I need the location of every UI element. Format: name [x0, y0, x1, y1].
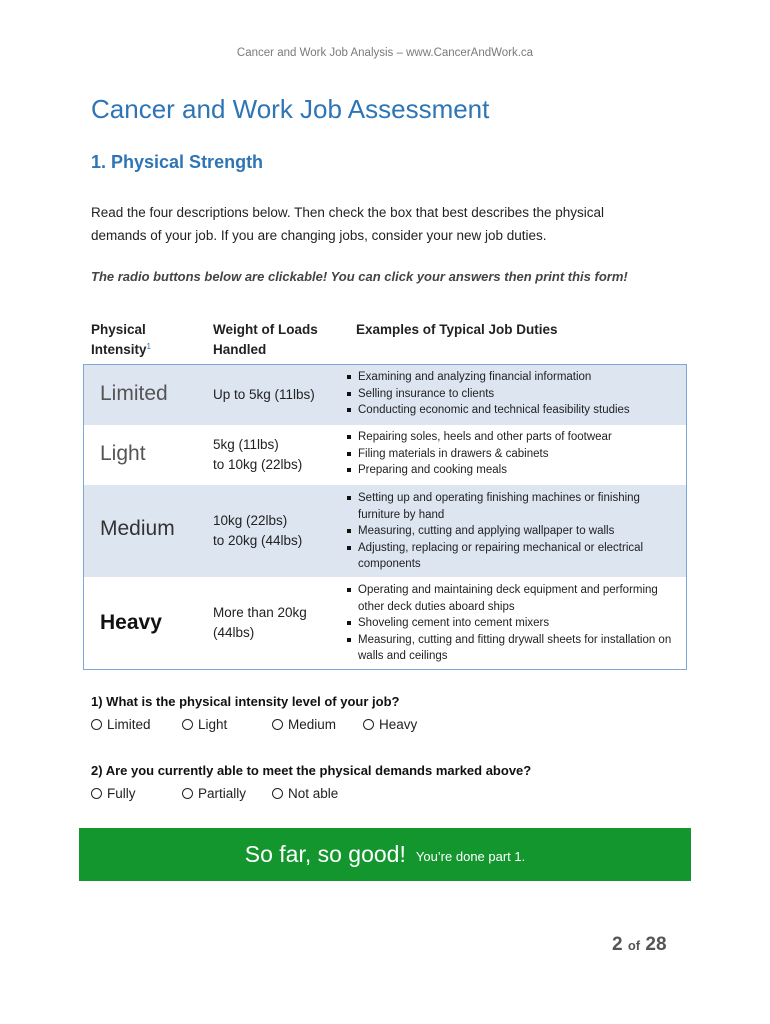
- header-col1-line1: Physical: [91, 322, 146, 337]
- banner-headline: So far, so good!: [244, 841, 406, 867]
- table-row: [84, 485, 686, 577]
- level-heavy: Heavy: [100, 611, 162, 634]
- question-1: 1) What is the physical intensity level of your job?: [91, 694, 400, 709]
- radio-circle-icon[interactable]: [91, 719, 102, 730]
- radio-label: Limited: [107, 717, 151, 732]
- load-line-2: to 10kg (22lbs): [213, 457, 303, 472]
- page-total: 28: [645, 934, 667, 955]
- list-item: Measuring, cutting and fitting drywall sheets for installation on walls and ceilings: [346, 632, 682, 665]
- load-cell: [213, 511, 302, 551]
- radio-circle-icon[interactable]: [182, 719, 193, 730]
- page-number: [612, 934, 667, 956]
- intro-paragraph: [91, 201, 681, 247]
- header-typical-duties: Examples of Typical Job Duties: [356, 322, 558, 337]
- page-title: Cancer and Work Job Assessment: [91, 94, 490, 124]
- intensity-table: [83, 364, 687, 670]
- question-2: 2) Are you currently able to meet the physical demands marked above?: [91, 763, 532, 778]
- radio-fully[interactable]: [91, 786, 136, 801]
- load-line-2: to 20kg (44lbs): [213, 533, 303, 548]
- list-item: Setting up and operating finishing machines or finishing furniture by hand: [346, 490, 682, 523]
- load-cell: [213, 435, 302, 475]
- load-line-1: Up to 5kg (11lbs): [213, 387, 315, 402]
- completion-banner: [79, 828, 691, 881]
- radio-circle-icon[interactable]: [363, 719, 374, 730]
- page-of: of: [627, 938, 641, 953]
- list-item: Selling insurance to clients: [346, 386, 682, 403]
- list-item: Repairing soles, heels and other parts of footwear: [346, 429, 682, 446]
- load-line-1: 5kg (11lbs): [213, 437, 279, 452]
- duties-list: [346, 582, 682, 665]
- duties-list: [346, 369, 682, 419]
- radio-circle-icon[interactable]: [91, 788, 102, 799]
- list-item: Shoveling cement into cement mixers: [346, 615, 682, 632]
- level-medium: Medium: [100, 517, 175, 540]
- list-item: Examining and analyzing financial information: [346, 369, 682, 386]
- header-col2-line2: Handled: [213, 342, 267, 357]
- level-limited: Limited: [100, 382, 168, 405]
- level-light: Light: [100, 442, 146, 465]
- list-item: Preparing and cooking meals: [346, 462, 682, 479]
- duties-list: [346, 490, 682, 573]
- footnote-marker[interactable]: 1: [146, 342, 151, 351]
- radio-label: Fully: [107, 786, 136, 801]
- load-cell: [213, 603, 307, 643]
- radio-label: Partially: [198, 786, 247, 801]
- radio-label: Light: [198, 717, 228, 732]
- radio-circle-icon[interactable]: [272, 719, 283, 730]
- radio-heavy[interactable]: [363, 717, 417, 732]
- radio-label: Heavy: [379, 717, 418, 732]
- list-item: Filing materials in drawers & cabinets: [346, 446, 682, 463]
- header-col1-line2: Intensity: [91, 342, 147, 357]
- load-cell: [213, 385, 315, 405]
- radio-partially[interactable]: [182, 786, 246, 801]
- header-physical-intensity: [91, 320, 151, 360]
- clickable-note: The radio buttons below are clickable! You can click your answers then print this form!: [91, 269, 628, 284]
- intro-line-2: demands of your job. If you are changing jobs, consider your new job duties.: [91, 228, 547, 243]
- load-line-2: (44lbs): [213, 625, 255, 640]
- radio-circle-icon[interactable]: [272, 788, 283, 799]
- table-row: [84, 577, 686, 669]
- banner-subtext: You’re done part 1.: [415, 849, 526, 864]
- section-heading: 1. Physical Strength: [91, 152, 264, 172]
- table-row: [84, 365, 686, 425]
- radio-label: Medium: [288, 717, 337, 732]
- radio-medium[interactable]: [272, 717, 336, 732]
- list-item: Operating and maintaining deck equipment and performing other deck duties aboard ships: [346, 582, 682, 615]
- load-line-1: 10kg (22lbs): [213, 513, 288, 528]
- table-row: [84, 425, 686, 485]
- intro-line-1: Read the four descriptions below. Then check the box that best describes the physical: [91, 205, 605, 220]
- radio-not-able[interactable]: [272, 786, 338, 801]
- list-item: Adjusting, replacing or repairing mechanical or electrical components: [346, 540, 682, 573]
- load-line-1: More than 20kg: [213, 605, 307, 620]
- page-current: 2: [612, 934, 623, 955]
- duties-list: [346, 429, 682, 479]
- header-col2-line1: Weight of Loads: [213, 322, 318, 337]
- list-item: Measuring, cutting and applying wallpaper to walls: [346, 523, 682, 540]
- list-item: Conducting economic and technical feasibility studies: [346, 402, 682, 419]
- radio-circle-icon[interactable]: [182, 788, 193, 799]
- header-weight-of-loads: [213, 320, 318, 360]
- radio-limited[interactable]: [91, 717, 151, 732]
- radio-label: Not able: [288, 786, 339, 801]
- radio-light[interactable]: [182, 717, 227, 732]
- page-header: Cancer and Work Job Analysis – www.CancerAndWork.ca: [236, 47, 534, 59]
